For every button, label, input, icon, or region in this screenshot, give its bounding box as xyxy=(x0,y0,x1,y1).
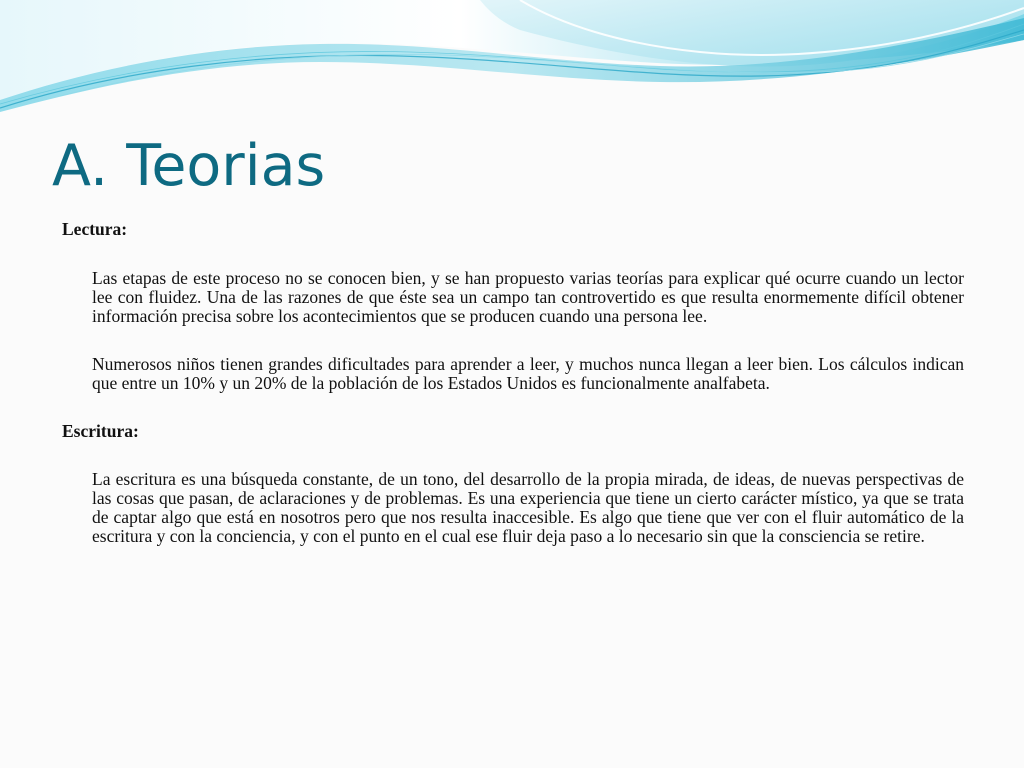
section-heading-escritura: Escritura: xyxy=(62,421,139,441)
slide-title: A. Teorias xyxy=(52,133,326,199)
header-wave-decoration xyxy=(0,0,1024,130)
paragraph-escritura-1: La escritura es una búsqueda constante, de un tono, del desarrollo de la propia mirada, de ideas, de nuevas perspectivas de las cosas que pasan, de aclaraciones y de problemas. Es una experiencia que tiene un cierto carácter místico, ya que se trata de captar algo que está en nosotros pero que nos resulta inaccesible. Es algo que tiene que ver con el fluir automático de la escritura y con la conciencia, y con el punto en el cual ese fluir deja paso a lo necesario sin que la consciencia se retire. xyxy=(92,469,964,546)
paragraph-lectura-2: Numerosos niños tienen grandes dificultades para aprender a leer, y muchos nunca llegan a leer bien. Los cálculos indican que entre un 10% y un 20% de la población de los Estados Unidos es funcionalmente analfabeta. xyxy=(92,354,964,393)
paragraph-lectura-1: Las etapas de este proceso no se conocen bien, y se han propuesto varias teorías para explicar qué ocurre cuando un lector lee con fluidez. Una de las razones de que éste sea un campo tan controvertido es que resulta enormemente difícil obtener información precisa sobre los acontecimientos que se producen cuando una persona lee. xyxy=(92,268,964,326)
slide-body xyxy=(62,218,964,546)
section-heading-lectura: Lectura: xyxy=(62,219,128,239)
